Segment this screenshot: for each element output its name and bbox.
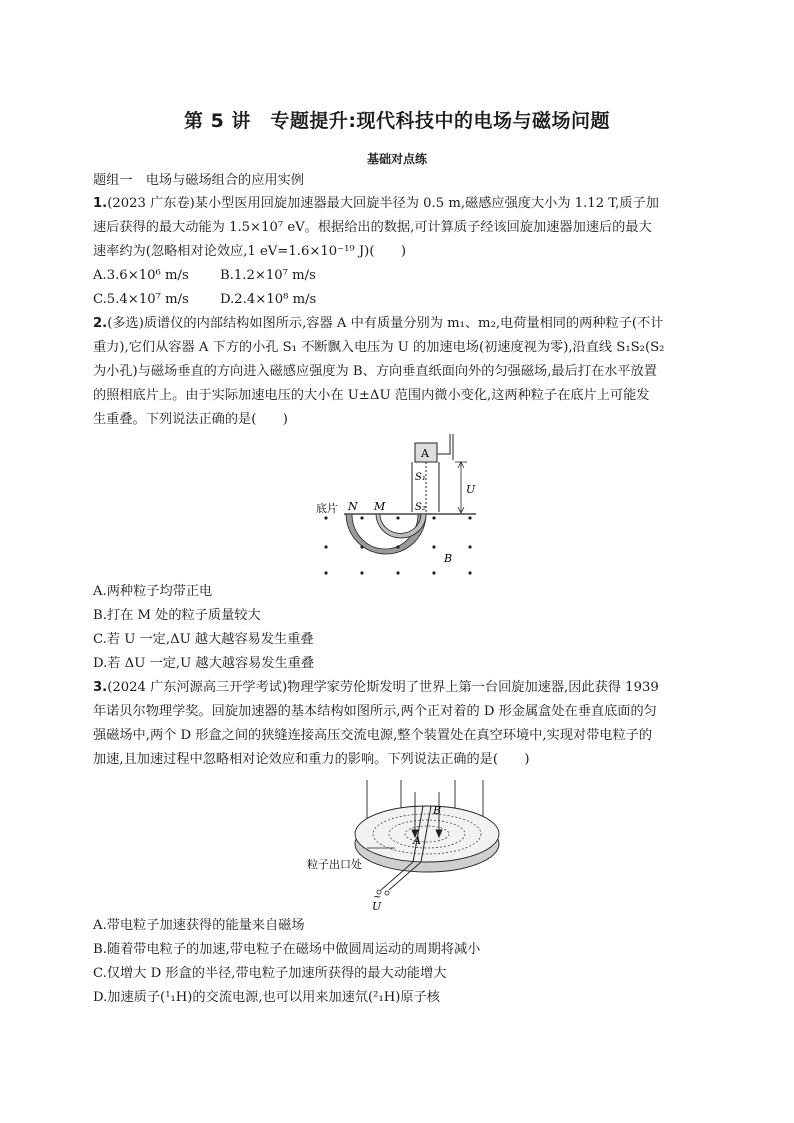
n-label: N [348,500,358,513]
q1-number: 1. [93,196,108,211]
magnetic-field-dots [324,516,471,574]
q2-line-2: 重力),它们从容器 A 下方的小孔 S₁ 不断飘入电压为 U 的加速电场(初速度视为零),沿直线 S₁S₂(S₂ [93,340,665,355]
s1-label: S₁ [415,472,426,483]
q3-line-4: 加速,且加速过程中忽略相对论效应和重力的影响。下列说法正确的是( ) [93,752,530,767]
q3-option-d: D.加速质子(¹₁H)的交流电源,也可以用来加速氘(²₁H)原子核 [93,990,440,1005]
q2-line-5: 生重叠。下列说法正确的是( ) [93,412,288,427]
q2-option-a: A.两种粒子均带正电 [93,584,213,599]
q2-line-4: 的照相底片上。由于实际加速电压的大小在 U±ΔU 范围内微小变化,这两种粒子在底片上可能发 [93,388,650,403]
cyclotron-figure [305,772,505,912]
q1-line-1 [93,196,659,212]
mass-spectrometer-figure [300,430,500,578]
q2-option-b: B.打在 M 处的粒子质量较大 [93,608,261,623]
q3-option-a: A.带电粒子加速获得的能量来自磁场 [93,918,305,933]
s2-label: S₂ [415,502,426,513]
q1-option-b: B.1.2×10⁷ m/s [220,268,316,283]
voltage-label: U [466,483,476,496]
q2-option-d: D.若 ΔU 一定,U 越大越容易发生重叠 [93,656,315,671]
ac-voltage-label: U [372,900,382,912]
field-label: B [444,552,453,565]
q1-option-a: A.3.6×10⁶ m/s [93,268,189,283]
exit-label: 粒子出口处 [307,858,362,871]
q2-text-1: (多选)质谱仪的内部结构如图所示,容器 A 中有质量分别为 m₁、m₂,电荷量相同的两种粒子(不计 [107,316,664,331]
m-label: M [374,500,386,513]
q1-option-d: D.2.4×10⁸ m/s [220,292,317,307]
group-heading: 题组一 电场与磁场组合的应用实例 [93,173,304,188]
page-title: 第 5 讲 专题提升:现代科技中的电场与磁场问题 [183,110,611,132]
q2-line-1 [93,316,663,332]
q3-option-b: B.随着带电粒子的加速,带电粒子在磁场中做圆周运动的周期将减小 [93,942,481,957]
q1-line-3: 速率约为(忽略相对论效应,1 eV=1.6×10⁻¹⁹ J)( ) [93,244,406,259]
q1-option-c: C.5.4×10⁷ m/s [93,292,189,307]
q2-option-c: C.若 U 一定,ΔU 越大越容易发生重叠 [93,632,314,647]
cyclotron-b-label: B [433,804,442,817]
q3-number: 3. [93,680,108,695]
cyclotron-a-label: A [413,834,421,847]
q3-text-1: (2024 广东河源高三开学考试)物理学家劳伦斯发明了世界上第一台回旋加速器,因此获得 1939 [107,680,659,695]
q3-option-c: C.仅增大 D 形盒的半径,带电粒子加速所获得的最大动能增大 [93,966,447,981]
q2-line-3: 为小孔)与磁场垂直的方向进入磁感应强度为 B、方向垂直纸面向外的匀强磁场,最后打在水平放置 [93,364,657,379]
ac-tilde: ~ [373,892,382,903]
q3-line-1 [93,680,659,696]
q2-number: 2. [93,316,108,331]
container-a-label: A [421,447,429,460]
q1-line-2: 速后获得的最大动能为 1.5×10⁷ eV。根据给出的数据,可计算质子经该回旋加速器加速后的最大 [93,220,652,235]
plate-label: 底片 [316,502,338,515]
section-title: 基础对点练 [366,152,427,166]
q3-line-3: 强磁场中,两个 D 形盒之间的狭缝连接高压交流电源,整个装置处在真空环境中,实现对带电粒子的 [93,728,653,743]
q3-line-2: 年诺贝尔物理学奖。回旋加速器的基本结构如图所示,两个正对着的 D 形金属盒处在垂直底面的匀 [93,704,657,719]
q1-text-1: (2023 广东卷)某小型医用回旋加速器最大回旋半径为 0.5 m,磁感应强度大小为 1.12 T,质子加 [107,196,659,211]
